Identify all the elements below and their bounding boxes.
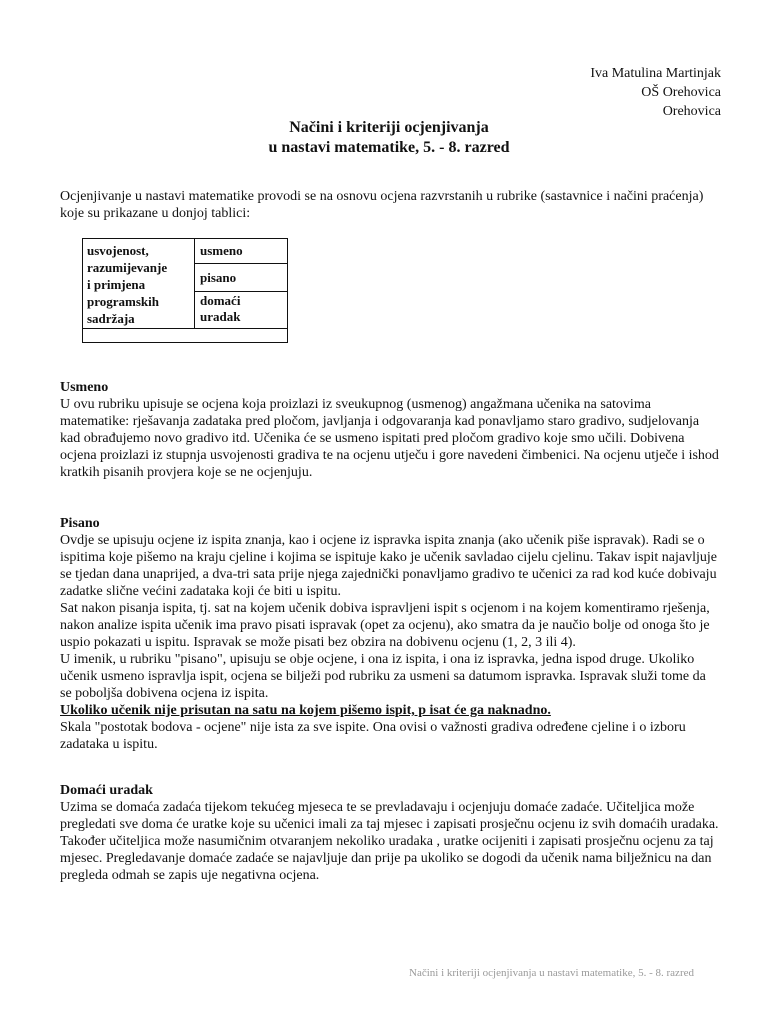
- rubric-domaci-cell: [195, 292, 287, 328]
- section-heading: Domaći uradak: [60, 783, 153, 798]
- emphasized-paragraph: Ukoliko učenik nije prisutan na satu na kojem pišemo ispit, p isat će ga naknadno.: [60, 703, 551, 718]
- category-line: razumijevanje: [87, 260, 168, 275]
- category-line: i primjena: [87, 277, 146, 292]
- document-title: [0, 118, 768, 158]
- rubric-usmeno-cell: usmeno: [195, 239, 287, 264]
- author-place: Orehovica: [662, 104, 721, 119]
- section-paragraph: Uzima se domaća zadaća tijekom tekućeg mjeseca te se prevladavaju i ocjenjuju domaće zadaće. Učiteljica može pregledati sve doma će uratke koje su učenici imali za taj mjesec i zapisati prosječnu ocjenu iz svih domaćih uradaka. Također učiteljica može nasumičnim otvaranjem nekoliko uradaka , uratke ocijeniti i zapisati prosječnu ocjenu za taj mjesec. Pregledavanje domaće zadaće se najavljuje dan prije pa ukoliko se dogodi da učenik nama bilježnicu na dan pregleda odmah se zapis uje negativna ocjena.: [60, 800, 719, 883]
- section-heading: Pisano: [60, 516, 100, 531]
- page-footer: Načini i kriteriji ocjenjivanja u nastavi matematike, 5. - 8. razred: [409, 967, 694, 979]
- section-paragraph: Ovdje se upisuju ocjene iz ispita znanja, kao i ocjene iz ispravka ispita znanja (ako učenik piše ispravak). Radi se o ispitima koje pišemo na kraju cjeline i kojima se ispituje kako je učenik savladao cijelu cjelinu. Takav ispit najavljuje se tjedan dana unaprijed, a dva-tri sata prije njega zajednički ponavljamo gradivo te učenici za rad kod kuće dobivaju zadatke slične većini zadataka koji će biti u ispitu.: [60, 533, 717, 599]
- category-line: sadržaja: [87, 311, 135, 326]
- category-line: programskih: [87, 294, 159, 309]
- title-line-1: Načini i kriteriji ocjenjivanja: [289, 119, 489, 136]
- section-pisano: [60, 515, 720, 753]
- category-line: usvojenost,: [87, 243, 149, 258]
- section-paragraph: U imenik, u rubriku "pisano", upisuju se obje ocjene, i ona iz ispita, i ona iz ispravka, jedna ispod druge. Ukoliko učenik usmeno ispravlja ispit, ocjena se bilježi pod rubriku za usmeni sa datumom ispravka. Ispravak služi tome da se poboljša dobivena ocjena iz ispita.: [60, 652, 706, 701]
- rubric-table: [82, 238, 288, 343]
- author-school: OŠ Orehovica: [641, 85, 721, 100]
- title-line-2: u nastavi matematike, 5. - 8. razred: [268, 139, 510, 156]
- section-paragraph: Sat nakon pisanja ispita, tj. sat na kojem učenik dobiva ispravljeni ispit s ocjenom i na kojem komentiramo rješenja, nakon analize ispita učenik ima pravo pisati ispravak (opet za ocjenu), ako smatra da je naučio bolje od onoga što je uspio pokazati u ispitu. Ispravak se može pisati bez obzira na dobivenu ocjenu (1, 2, 3 ili 4).: [60, 601, 710, 650]
- rubric-category-cell: [83, 239, 195, 328]
- section-usmeno: [60, 379, 720, 481]
- author-name: Iva Matulina Martinjak: [590, 66, 721, 81]
- section-paragraph: Skala "postotak bodova - ocjene" nije ista za sve ispite. Ona ovisi o važnosti gradiva određene cjeline i o izboru zadataka u ispitu.: [60, 720, 686, 752]
- section-heading: Usmeno: [60, 380, 109, 395]
- rubric-types-column: [195, 239, 287, 328]
- author-block: [590, 64, 721, 121]
- rubric-empty-row: [83, 328, 287, 342]
- rubric-domaci-line-2: uradak: [200, 309, 241, 324]
- intro-paragraph: Ocjenjivanje u nastavi matematike provodi se na osnovu ocjena razvrstanih u rubrike (sastavnice i načini praćenja) koje su prikazane u donjoj tablici:: [60, 189, 704, 221]
- section-domaci-uradak: [60, 782, 720, 884]
- section-paragraph: U ovu rubriku upisuje se ocjena koja proizlazi iz sveukupnog (usmenog) angažmana učenika na satovima matematike: rješavanja zadataka pred pločom, javljanja i odgovaranja kad ponavljamo staro gradivo, sudjelovanja kad obrađujemo novo gradivo itd. Učenika će se usmeno ispitati pred pločom gradivo koje smo učili. Dobivena ocjena proizlazi iz stupnja usvojenosti gradiva te na ocjenu utječu i gore navedeni čimbenici. Na ocjenu utječe i ishod kratkih pisanih provjera koje se ne ocjenjuju.: [60, 397, 719, 480]
- rubric-pisano-cell: pisano: [195, 264, 287, 292]
- rubric-domaci-line-1: domaći: [200, 293, 241, 308]
